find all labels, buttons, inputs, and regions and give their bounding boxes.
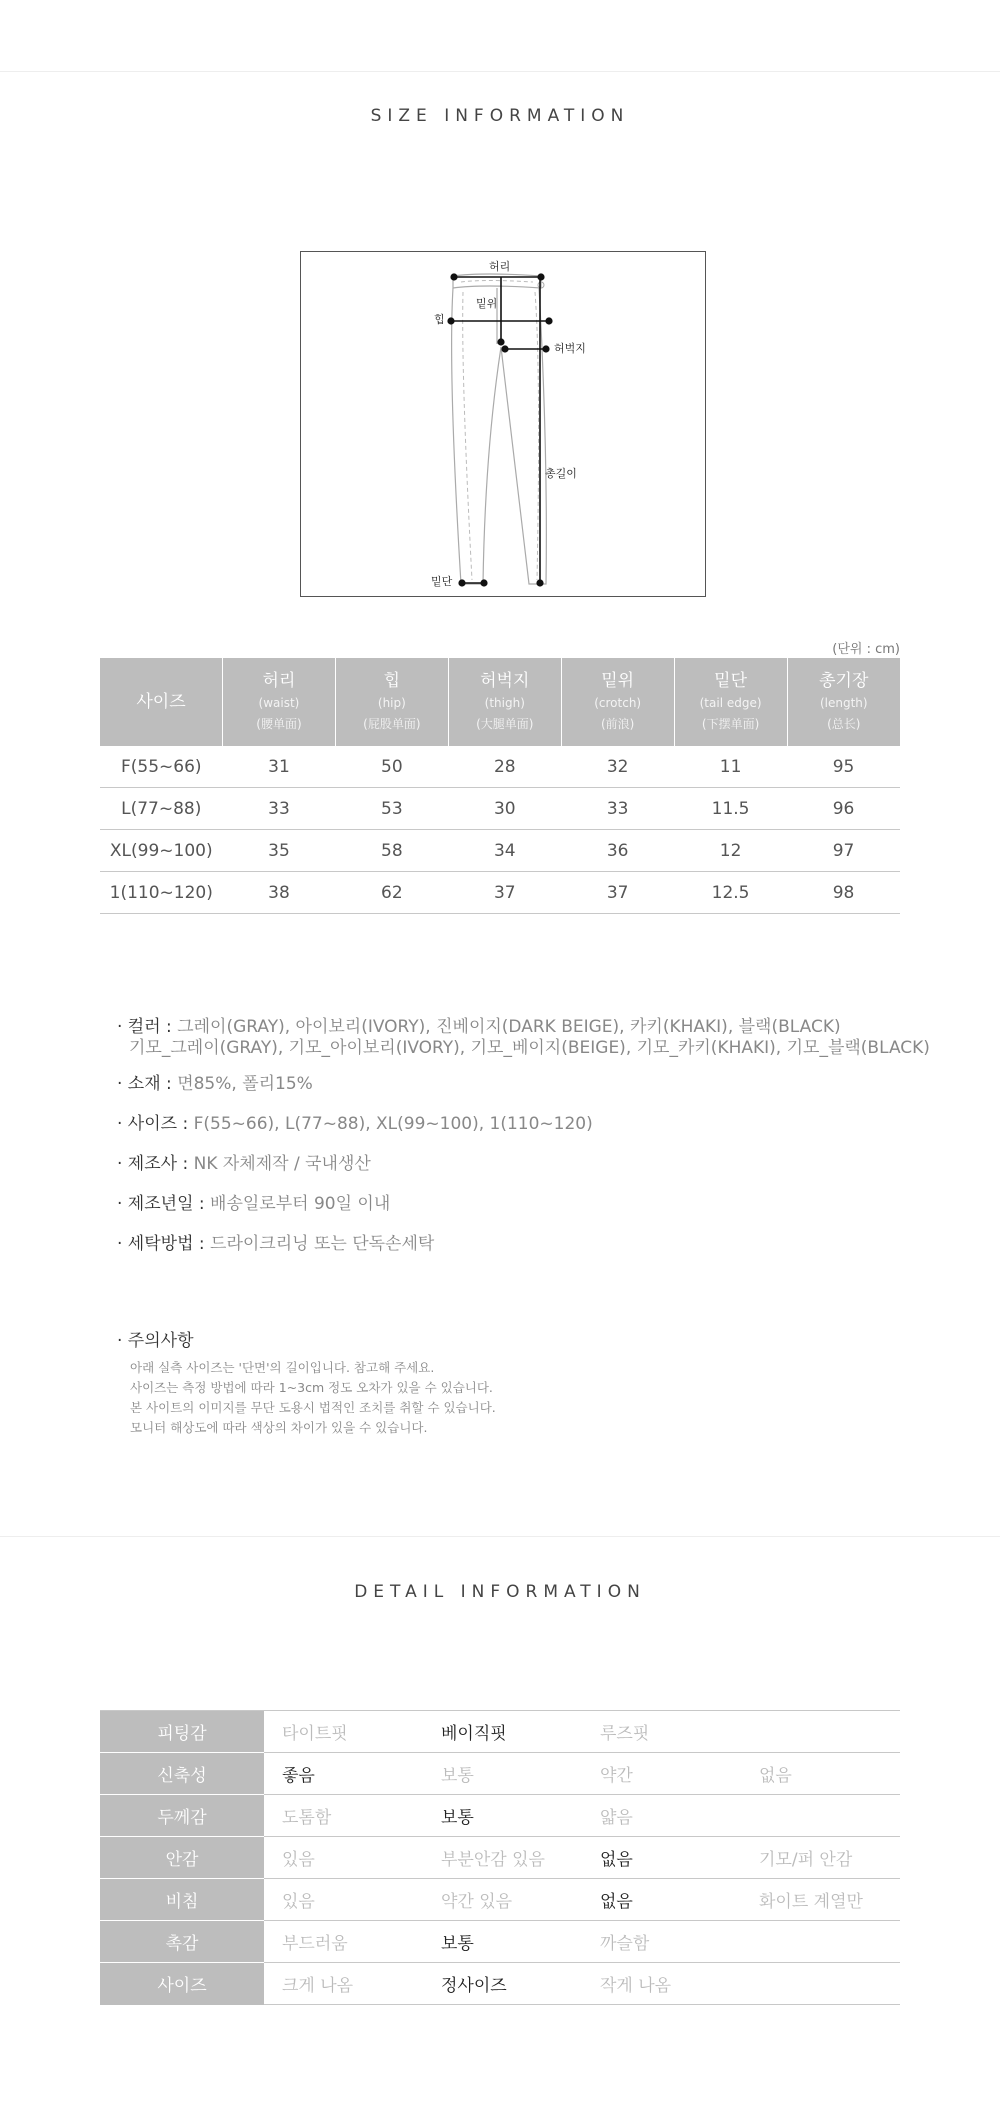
header-label: 밑단 (714, 671, 747, 691)
detail-row-label: 피팅감 (100, 1711, 264, 1753)
detail-option: 약간 (582, 1753, 741, 1795)
detail-option: 기모/퍼 안감 (741, 1837, 900, 1879)
crotch-cell: 33 (561, 788, 674, 830)
header-label: 허벅지 (480, 671, 530, 691)
hip-cell: 62 (335, 872, 448, 914)
table-row (100, 872, 900, 914)
table-row (100, 746, 900, 788)
header-label-zh: (屁股单面) (363, 717, 421, 731)
header-label-en: (waist) (258, 696, 300, 710)
info-maker (117, 1154, 371, 1175)
header-label-en: (thigh) (484, 696, 525, 710)
info-key: · 소재 : (117, 1074, 178, 1094)
info-value-continued: 기모_그레이(GRAY), 기모_아이보리(IVORY), 기모_베이지(BEIGE), 기모_카키(KHAKI), 기모_블랙(BLACK) (129, 1038, 930, 1058)
info-color (117, 1017, 930, 1059)
detail-row (100, 1837, 900, 1879)
detail-option: 있음 (264, 1837, 423, 1879)
detail-option: 작게 나옴 (582, 1963, 741, 2005)
detail-option-selected: 없음 (582, 1837, 741, 1879)
header-label-zh: (总长) (827, 717, 861, 731)
waist-cell: 38 (223, 872, 336, 914)
hip-cell: 50 (335, 746, 448, 788)
info-key: · 제조년일 : (117, 1194, 211, 1214)
info-key: · 제조사 : (117, 1154, 194, 1174)
length-cell: 97 (787, 830, 900, 872)
diagram-label-crotch: 밑위 (476, 297, 498, 310)
info-value: 그레이(GRAY), 아이보리(IVORY), 진베이지(DARK BEIGE), 카키(KHAKI), 블랙(BLACK) (177, 1017, 841, 1037)
table-row (100, 830, 900, 872)
waist-cell: 31 (223, 746, 336, 788)
notice-list (130, 1358, 496, 1438)
detail-option (741, 1921, 900, 1963)
waist-cell: 35 (223, 830, 336, 872)
header-label: 허리 (262, 671, 296, 691)
header-label: 힙 (383, 671, 401, 691)
hip-cell: 58 (335, 830, 448, 872)
notice-line: 사이즈는 측정 방법에 따라 1~3cm 정도 오차가 있을 수 있습니다. (130, 1380, 493, 1395)
detail-option: 타이트핏 (264, 1711, 423, 1753)
detail-option: 화이트 계열만 (741, 1879, 900, 1921)
thigh-cell: 37 (448, 872, 561, 914)
header-label-zh: (腰单面) (256, 717, 302, 731)
crotch-cell: 36 (561, 830, 674, 872)
detail-row (100, 1963, 900, 2005)
top-divider (0, 71, 1000, 72)
pants-outline-illustration (301, 252, 707, 598)
hip-cell: 53 (335, 788, 448, 830)
detail-option: 없음 (741, 1753, 900, 1795)
header-label-en: (tail edge) (699, 696, 762, 710)
info-value: 면85%, 폴리15% (177, 1074, 313, 1094)
crotch-cell: 32 (561, 746, 674, 788)
info-manufacture-date (117, 1194, 390, 1215)
size-table (100, 658, 900, 914)
detail-option: 약간 있음 (423, 1879, 582, 1921)
size-table-header-row (100, 658, 900, 746)
info-value: 드라이크리닝 또는 단독손세탁 (210, 1234, 435, 1254)
notice-title: · 주의사항 (117, 1331, 194, 1351)
info-material (117, 1074, 313, 1095)
detail-row (100, 1711, 900, 1753)
info-value: F(55~66), L(77~88), XL(99~100), 1(110~120) (193, 1114, 593, 1134)
notice-line: 본 사이트의 이미지를 무단 도용시 법적인 조치를 취할 수 있습니다. (130, 1400, 496, 1415)
detail-option: 도톰함 (264, 1795, 423, 1837)
size-cell: L(77~88) (100, 788, 223, 830)
detail-option: 크게 나옴 (264, 1963, 423, 2005)
info-size (117, 1114, 593, 1135)
detail-row-label: 촉감 (100, 1921, 264, 1963)
header-crotch (561, 658, 674, 746)
size-cell: F(55~66) (100, 746, 223, 788)
hem-cell: 11.5 (674, 788, 787, 830)
detail-row (100, 1753, 900, 1795)
header-hem (674, 658, 787, 746)
diagram-label-length: 총길이 (545, 467, 577, 480)
detail-row-label: 사이즈 (100, 1963, 264, 2005)
detail-option-selected: 보통 (423, 1795, 582, 1837)
info-key: · 컬러 : (117, 1017, 178, 1037)
header-size (100, 658, 223, 746)
detail-option: 보통 (423, 1753, 582, 1795)
info-washing (117, 1234, 434, 1255)
header-length (787, 658, 900, 746)
detail-option (741, 1963, 900, 2005)
detail-option (741, 1711, 900, 1753)
detail-option: 까슬함 (582, 1921, 741, 1963)
header-waist (223, 658, 336, 746)
header-label-en: (length) (819, 696, 868, 710)
detail-row-label: 비침 (100, 1879, 264, 1921)
header-label-en: (hip) (377, 696, 406, 710)
hem-cell: 11 (674, 746, 787, 788)
info-key: · 세탁방법 : (117, 1234, 211, 1254)
crotch-cell: 37 (561, 872, 674, 914)
detail-option (741, 1795, 900, 1837)
detail-option: 얇음 (582, 1795, 741, 1837)
detail-option-selected: 베이직핏 (423, 1711, 582, 1753)
detail-row-label: 안감 (100, 1837, 264, 1879)
thigh-cell: 30 (448, 788, 561, 830)
header-thigh (448, 658, 561, 746)
size-information-title: SIZE INFORMATION (370, 106, 630, 126)
info-key: · 사이즈 : (117, 1114, 194, 1134)
pants-measurement-diagram (300, 251, 706, 597)
header-label: 밑위 (601, 671, 635, 691)
unit-note: (단위 : cm) (832, 642, 900, 657)
detail-row (100, 1921, 900, 1963)
header-label-zh: (大腿单面) (476, 717, 534, 731)
detail-option: 부분안감 있음 (423, 1837, 582, 1879)
size-cell: 1(110~120) (100, 872, 223, 914)
length-cell: 96 (787, 788, 900, 830)
diagram-label-waist: 허리 (489, 260, 511, 273)
detail-option: 루즈핏 (582, 1711, 741, 1753)
header-label-zh: (前浪) (600, 717, 635, 731)
header-label: 총기장 (819, 671, 869, 691)
length-cell: 98 (787, 872, 900, 914)
detail-row (100, 1879, 900, 1921)
thigh-cell: 28 (448, 746, 561, 788)
detail-table (100, 1710, 900, 2005)
length-cell: 95 (787, 746, 900, 788)
detail-option-selected: 보통 (423, 1921, 582, 1963)
hem-cell: 12.5 (674, 872, 787, 914)
header-hip (335, 658, 448, 746)
thigh-cell: 34 (448, 830, 561, 872)
diagram-label-hip: 힙 (434, 313, 445, 326)
detail-option-selected: 좋음 (264, 1753, 423, 1795)
hem-cell: 12 (674, 830, 787, 872)
info-value: 배송일로부터 90일 이내 (210, 1194, 391, 1214)
size-cell: XL(99~100) (100, 830, 223, 872)
notice-line: 아래 실측 사이즈는 '단면'의 길이입니다. 참고해 주세요. (130, 1360, 435, 1375)
waist-cell: 33 (223, 788, 336, 830)
detail-information-title: DETAIL INFORMATION (354, 1582, 646, 1602)
diagram-label-hem: 밑단 (431, 575, 453, 588)
notice-line: 모니터 해상도에 따라 색상의 차이가 있을 수 있습니다. (130, 1420, 428, 1435)
detail-option: 있음 (264, 1879, 423, 1921)
diagram-label-thigh: 허벅지 (554, 342, 586, 355)
detail-row-label: 두께감 (100, 1795, 264, 1837)
detail-option-selected: 없음 (582, 1879, 741, 1921)
detail-option-selected: 정사이즈 (423, 1963, 582, 2005)
table-row (100, 788, 900, 830)
section-divider (0, 1536, 1000, 1537)
info-value: NK 자체제작 / 국내생산 (193, 1154, 371, 1174)
header-label: 사이즈 (136, 692, 186, 712)
header-label-en: (crotch) (594, 696, 642, 710)
detail-row-label: 신축성 (100, 1753, 264, 1795)
header-label-zh: (下摆单面) (701, 717, 760, 731)
detail-row (100, 1795, 900, 1837)
detail-option: 부드러움 (264, 1921, 423, 1963)
